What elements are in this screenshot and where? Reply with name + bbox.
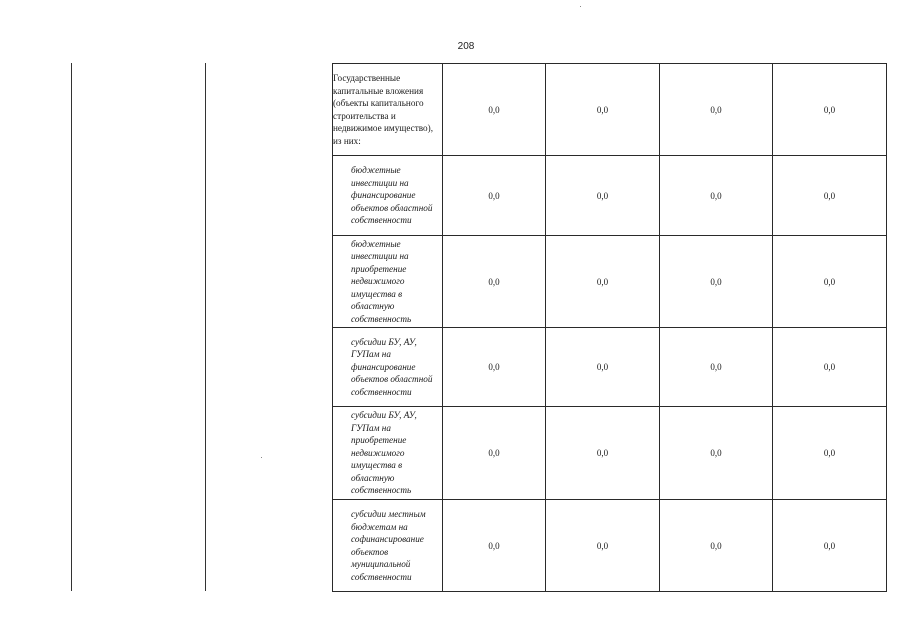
row-label: бюджетные инвестиции на приобретение недвижимого имущества в областную собственность [333, 236, 443, 328]
value-cell: 0,0 [660, 236, 773, 328]
value-cell: 0,0 [773, 236, 887, 328]
value-cell: 0,0 [660, 64, 773, 156]
table-row [333, 156, 887, 236]
row-label: бюджетные инвестиции на финансирование объектов областной собственности [333, 156, 443, 236]
value-cell: 0,0 [546, 407, 660, 500]
table-row [333, 407, 887, 500]
value-cell: 0,0 [546, 500, 660, 592]
value-cell: 0,0 [443, 64, 546, 156]
value-cell: 0,0 [443, 407, 546, 500]
value-cell: 0,0 [773, 64, 887, 156]
capital-investments-table [332, 63, 887, 592]
scan-speck [580, 6, 581, 7]
value-cell: 0,0 [443, 236, 546, 328]
scan-speck [261, 457, 262, 458]
table-row [333, 500, 887, 592]
row-label: субсидии местным бюджетам на софинансирование объектов муниципальной собственности [333, 500, 443, 592]
left-column-border-2 [205, 63, 206, 591]
table-row [333, 64, 887, 156]
value-cell: 0,0 [660, 156, 773, 236]
value-cell: 0,0 [443, 500, 546, 592]
value-cell: 0,0 [660, 328, 773, 407]
value-cell: 0,0 [773, 156, 887, 236]
row-label: субсидии БУ, АУ, ГУПам на приобретение недвижимого имущества в областную собственность [333, 407, 443, 500]
value-cell: 0,0 [773, 328, 887, 407]
table-row [333, 236, 887, 328]
value-cell: 0,0 [773, 407, 887, 500]
row-label: субсидии БУ, АУ, ГУПам на финансирование объектов областной собственности [333, 328, 443, 407]
value-cell: 0,0 [546, 64, 660, 156]
table-row [333, 328, 887, 407]
value-cell: 0,0 [546, 156, 660, 236]
value-cell: 0,0 [773, 500, 887, 592]
value-cell: 0,0 [660, 407, 773, 500]
value-cell: 0,0 [443, 156, 546, 236]
left-column-border-1 [71, 63, 72, 591]
page-number: 208 [457, 41, 475, 52]
value-cell: 0,0 [660, 500, 773, 592]
value-cell: 0,0 [546, 236, 660, 328]
row-label: Государственные капитальные вложения (объекты капитального строительства и недвижимое имущество), из них: [333, 64, 443, 156]
value-cell: 0,0 [546, 328, 660, 407]
value-cell: 0,0 [443, 328, 546, 407]
